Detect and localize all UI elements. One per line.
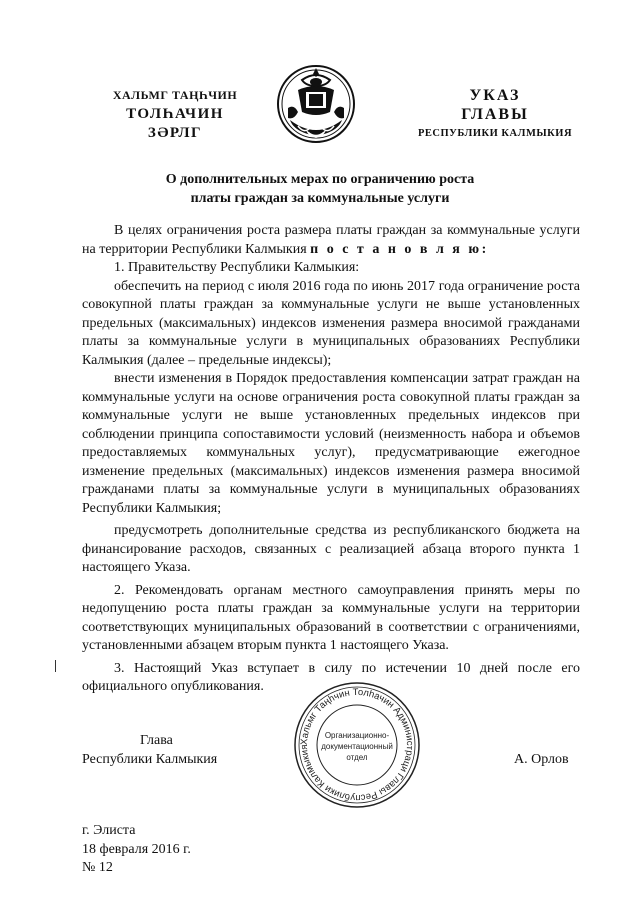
header-kalmyk-line2: ТОЛҺАЧИН (126, 106, 224, 122)
paragraph-1: 1. Правительству Республики Калмыкия: (114, 260, 360, 275)
paragraph-1b: внести изменения в Порядок предоставления компенсации затрат граждан на коммунальные услуги на основе ограничения роста совокупной платы граждан за коммунальные услуги не выше установленных предельных индексов при соблюдении принципа сопоставимости условий (неизменность набора и объемов предоставляемых коммунальных услуг), предусматривающие ежегодное изменение предельных (максимальных) индексов изменения размера вносимой гражданами платы за коммунальные услуги в муниципальных образованиях Республики Калмыкия; (82, 371, 580, 516)
header-kalmyk-line1: ХАЛЬМГ ТАҢҺЧИН (112, 88, 238, 102)
footer-number: № 12 (82, 860, 113, 875)
footer-city: г. Элиста (82, 823, 136, 838)
signatory-name: А. Орлов (514, 752, 569, 767)
signature-title-line2: Республики Калмыкия (82, 752, 218, 767)
document-body (82, 222, 580, 697)
margin-mark (55, 660, 56, 672)
title-line1: О дополнительных мерах по ограничению роста (165, 172, 475, 187)
footer-date: 18 февраля 2016 г. (82, 841, 191, 857)
header-russian-line1: УКАЗ (469, 87, 521, 104)
document-footer (82, 822, 191, 878)
paragraph-intro (82, 222, 580, 259)
header-russian-line2: ГЛАВЫ (461, 106, 529, 123)
paragraph-1a: обеспечить на период с июля 2016 года по июнь 2017 года ограничение роста совокупной платы граждан за коммунальные услуги не выше установленных предельных (максимальных) индексов изменения размера вносимой гражданами платы за коммунальные услуги в муниципальных образованиях Республики Калмыкия (далее – предельные индексы); (82, 278, 580, 368)
title-line2: платы граждан за коммунальные услуги (190, 191, 450, 206)
kalmykia-coat-of-arms-icon (276, 62, 356, 146)
header-russian (400, 86, 590, 143)
intro-text: В целях ограничения роста размера платы граждан за коммунальные услуги на территории Республики Калмыкия (82, 223, 580, 257)
header-kalmyk (100, 86, 250, 143)
stamp-center-line2: документационный (321, 742, 393, 751)
header-kalmyk-line3: ЗӘРЛГ (147, 125, 203, 141)
signature-title-line1: Глава (140, 733, 173, 748)
document-title (100, 170, 540, 208)
paragraph-2: 2. Рекомендовать органам местного самоуправления принять меры по недопущению роста платы граждан за коммунальные услуги на территории соответствующих муниципальных образований в соответствии с ограничениями, установленными абзацем вторым пункта 1 настоящего Указа. (82, 582, 580, 653)
stamp-center-line1: Организационно- (324, 731, 390, 740)
stamp-ring-text: Хальмг Таңһчин Толһачин Администраци Главы Республики Калмыкия (298, 686, 416, 804)
paragraph-3: 3. Настоящий Указ вступает в силу по истечении 10 дней после его официального опубликования. (82, 660, 580, 694)
stamp-center-line3: отдел (346, 753, 368, 762)
intro-decree-word: п о с т а н о в л я ю: (310, 241, 489, 257)
header-russian-line3: РЕСПУБЛИКИ КАЛМЫКИЯ (417, 128, 573, 139)
signature-title (82, 731, 262, 769)
paragraph-1c: предусмотреть дополнительные средства из республиканского бюджета на финансирование расходов, связанных с реализацией абзаца второго пункта 1 настоящего Указа. (82, 523, 580, 575)
official-stamp (292, 680, 422, 810)
